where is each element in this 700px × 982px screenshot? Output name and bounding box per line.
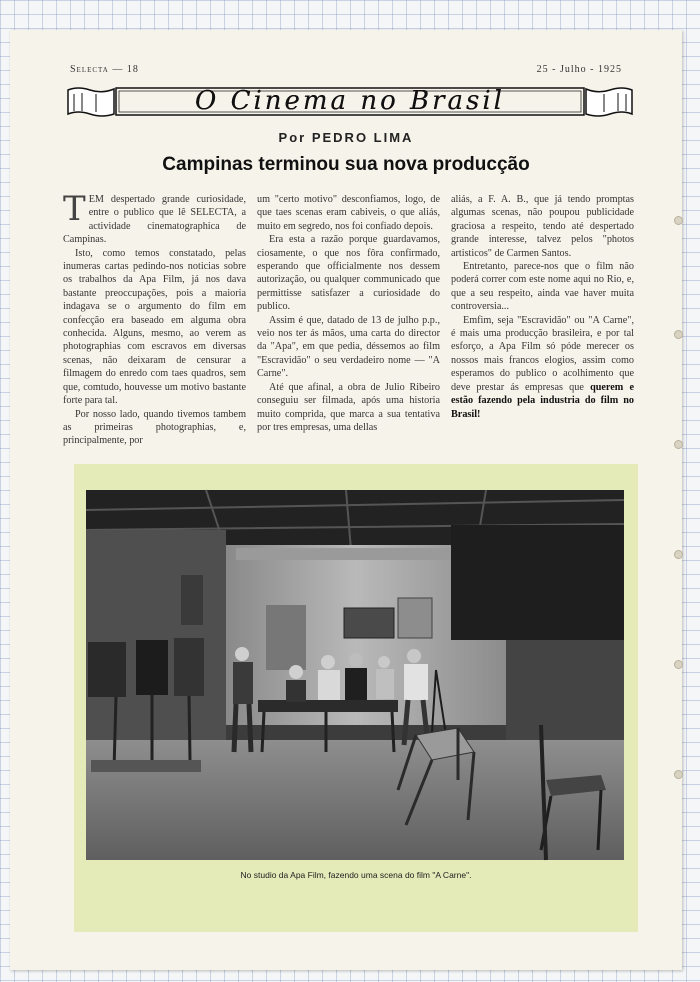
- article-column-3: [451, 193, 634, 438]
- magazine-page: [10, 30, 682, 970]
- paragraph: [63, 189, 246, 247]
- section-banner: [66, 84, 634, 118]
- photo-panel: [74, 464, 638, 932]
- binder-hole: [674, 216, 683, 225]
- magazine-page-number: Selecta — 18: [70, 64, 139, 75]
- paragraph-text: EM despertado grande curiosidade, entre o publico que lê SELECTA, a actividade cinematographica de Campinas.: [63, 194, 246, 246]
- paragraph: Era esta a razão porque guardavamos, ciosamente, o que nos fôra confirmado, esperando que officialmente nos dessem autorização, ou qualquer communicado que permittisse satisfazer a curiosidade do publico.: [257, 234, 440, 313]
- issue-date: 25 - Julho - 1925: [536, 64, 622, 75]
- paragraph: Assim é que, datado de 13 de julho p.p., veio nos ter ás mãos, uma carta do director da "Apa", em que pedia, déssemos ao film "Escravidão" o seu verdadeiro nome — "A Carne".: [257, 314, 440, 380]
- paragraph: Até que afinal, a obra de Julio Ribeiro conseguiu ser filmada, após uma historia muito comprida, que marca a sua tentativa por tres empresas, uma dellas: [257, 381, 440, 433]
- paragraph: Por nosso lado, quando tivemos tambem as primeiras photographias, e, principalmente, por: [63, 408, 246, 447]
- paragraph: aliás, a F. A. B., que já tendo promptas algumas scenas, não poupou publicidade graciosa a respeito, tendo até despertado grande interesse, talvez pelos "photos artisticos" de Carmen Santos.: [451, 194, 634, 259]
- article-headline: Campinas terminou sua nova producção: [162, 154, 530, 175]
- byline: Por PEDRO LIMA: [278, 130, 414, 145]
- paragraph: Entretanto, parece-nos que o film não poderá correr com este nome aqui no Rio, e, que a seu respeito, ainda vae haver muita controversia...: [451, 261, 634, 313]
- binder-hole: [674, 440, 683, 449]
- drop-cap: T: [63, 189, 86, 229]
- binder-hole: [674, 770, 683, 779]
- studio-scene-image: [86, 490, 624, 860]
- paragraph: um "certo motivo" desconfiamos, logo, de que taes scenas eram cabiveis, o que aliás, muito em segredo, nos foi confiado depois.: [257, 194, 440, 232]
- studio-photograph: [86, 490, 624, 860]
- article-column-2: [257, 193, 440, 438]
- section-title: O Cinema no Brasil: [194, 86, 505, 116]
- binder-hole: [674, 550, 683, 559]
- paragraph-text: Emfim, seja "Escravidão" ou "A Carne", é mais uma producção brasileira, e por tal esforço, a Apa Film só póde merecer os nossos mais francos elogios, assim como esperamos do publico o acolhimento que deve prestar ás empresas que: [451, 314, 634, 393]
- binder-hole: [674, 660, 683, 669]
- article-column-1: [63, 189, 246, 447]
- bold-closing-text: querem e estão fazendo pela industria do film no Brasil!: [451, 381, 634, 420]
- binder-hole: [674, 330, 683, 339]
- photo-caption: No studio da Apa Film, fazendo uma scena do film "A Carne".: [240, 870, 472, 880]
- paragraph: [451, 314, 634, 421]
- paragraph: Isto, como temos constatado, pelas inumeras cartas pedindo-nos noticias sobre os trabalhos da Apa Film, já nos dava bastante preoccupações, pois a maioria indagava se o argumento do film em confecção era baseado em alguma obra conhecida. Alguns, mesmo, ao verem as photographias com escravos em diversas scenas, não deixaram de censurar a filmagem do enredo com taes quadros, sem que, comtudo, houvesse um motivo bastante forte para tal.: [63, 247, 246, 407]
